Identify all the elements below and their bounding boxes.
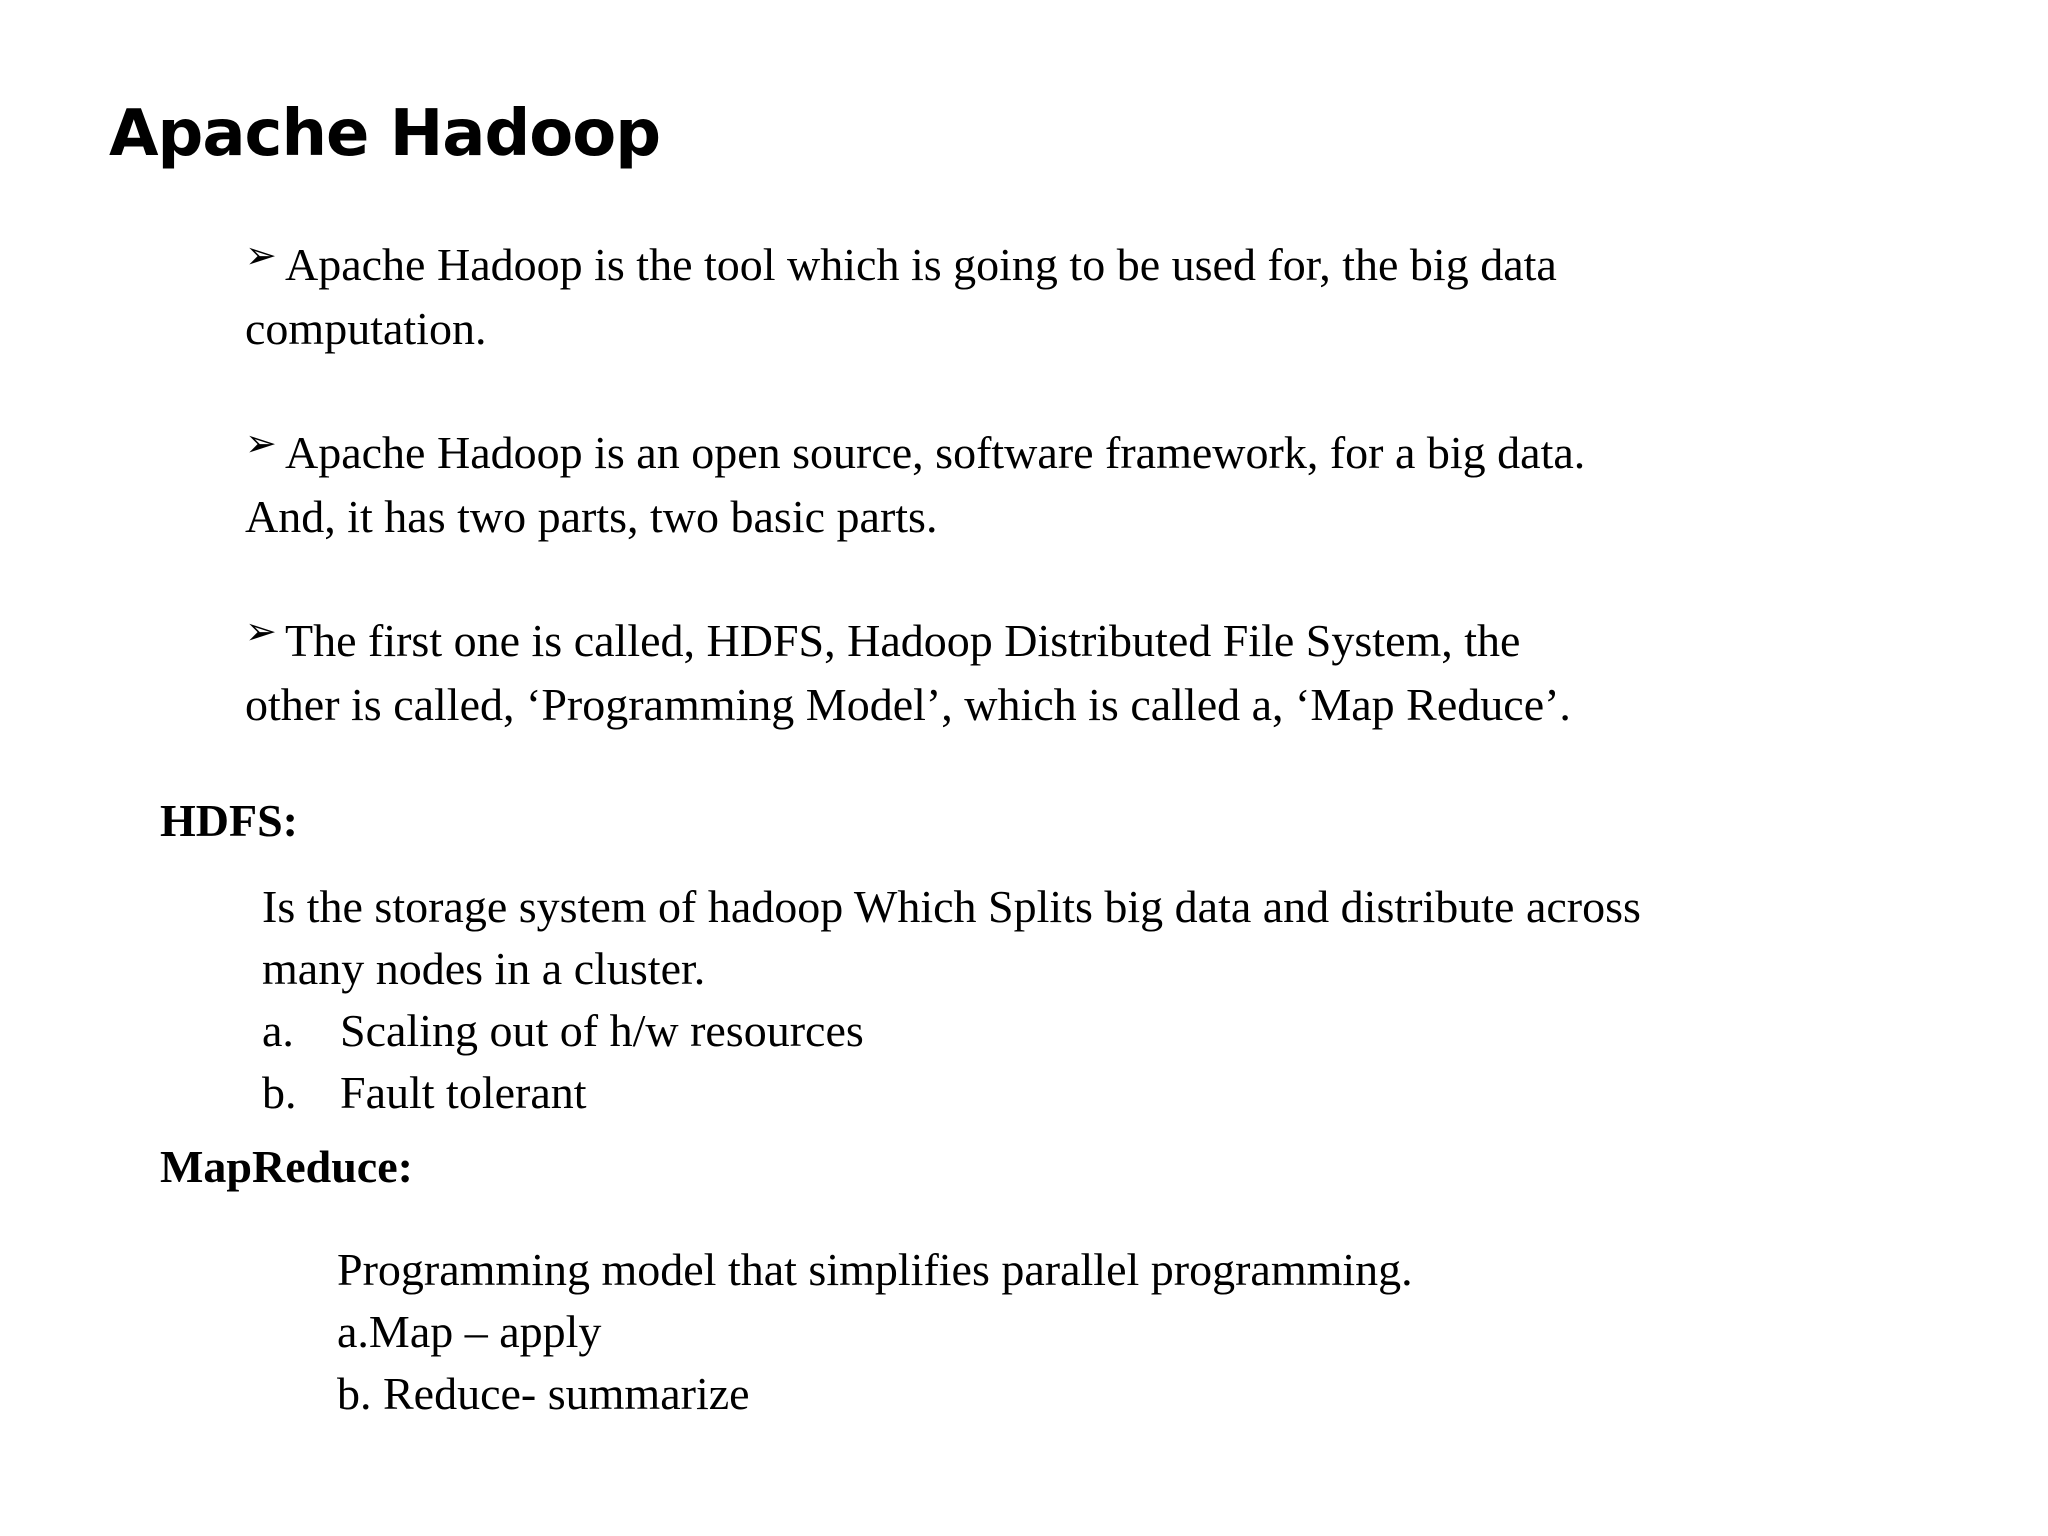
hdfs-text-line: Is the storage system of hadoop Which Splits big data and distribute across (262, 881, 1641, 932)
arrow-bullet-icon: ➢ (245, 421, 277, 465)
mapreduce-text-line: Programming model that simplifies parallel programming. (337, 1244, 1413, 1295)
hdfs-list-item (262, 1062, 1641, 1124)
bullet-line (245, 610, 1825, 674)
mapreduce-description (337, 1239, 1413, 1425)
bullet-text: Apache Hadoop is the tool which is going to be used for, the big data (285, 239, 1557, 290)
bullet-item (245, 234, 1825, 360)
list-marker: b. (262, 1067, 297, 1118)
arrow-bullet-icon: ➢ (245, 609, 277, 653)
bullet-text: The first one is called, HDFS, Hadoop Distributed File System, the (285, 615, 1521, 666)
slide-title: Apache Hadoop (109, 97, 661, 171)
mapreduce-text-line: a.Map – apply (337, 1306, 602, 1357)
bullet-line: computation. (245, 303, 487, 354)
hdfs-text-line: many nodes in a cluster. (262, 943, 706, 994)
hdfs-heading: HDFS: (160, 795, 298, 846)
list-item-text: Fault tolerant (340, 1067, 587, 1118)
bullet-line (245, 234, 1825, 298)
list-marker: a. (262, 1005, 294, 1056)
bullet-list (245, 234, 1825, 798)
arrow-bullet-icon: ➢ (245, 233, 277, 277)
hdfs-description (262, 876, 1641, 1124)
mapreduce-heading: MapReduce: (160, 1141, 413, 1192)
bullet-line: And, it has two parts, two basic parts. (245, 491, 938, 542)
list-item-text: Scaling out of h/w resources (340, 1005, 864, 1056)
bullet-line: other is called, ‘Programming Model’, which is called a, ‘Map Reduce’. (245, 679, 1571, 730)
bullet-item (245, 610, 1825, 736)
bullet-text: Apache Hadoop is an open source, software framework, for a big data. (285, 427, 1586, 478)
bullet-line (245, 422, 1825, 486)
mapreduce-text-line: b. Reduce- summarize (337, 1368, 750, 1419)
hdfs-list-item (262, 1000, 1641, 1062)
bullet-item (245, 422, 1825, 548)
